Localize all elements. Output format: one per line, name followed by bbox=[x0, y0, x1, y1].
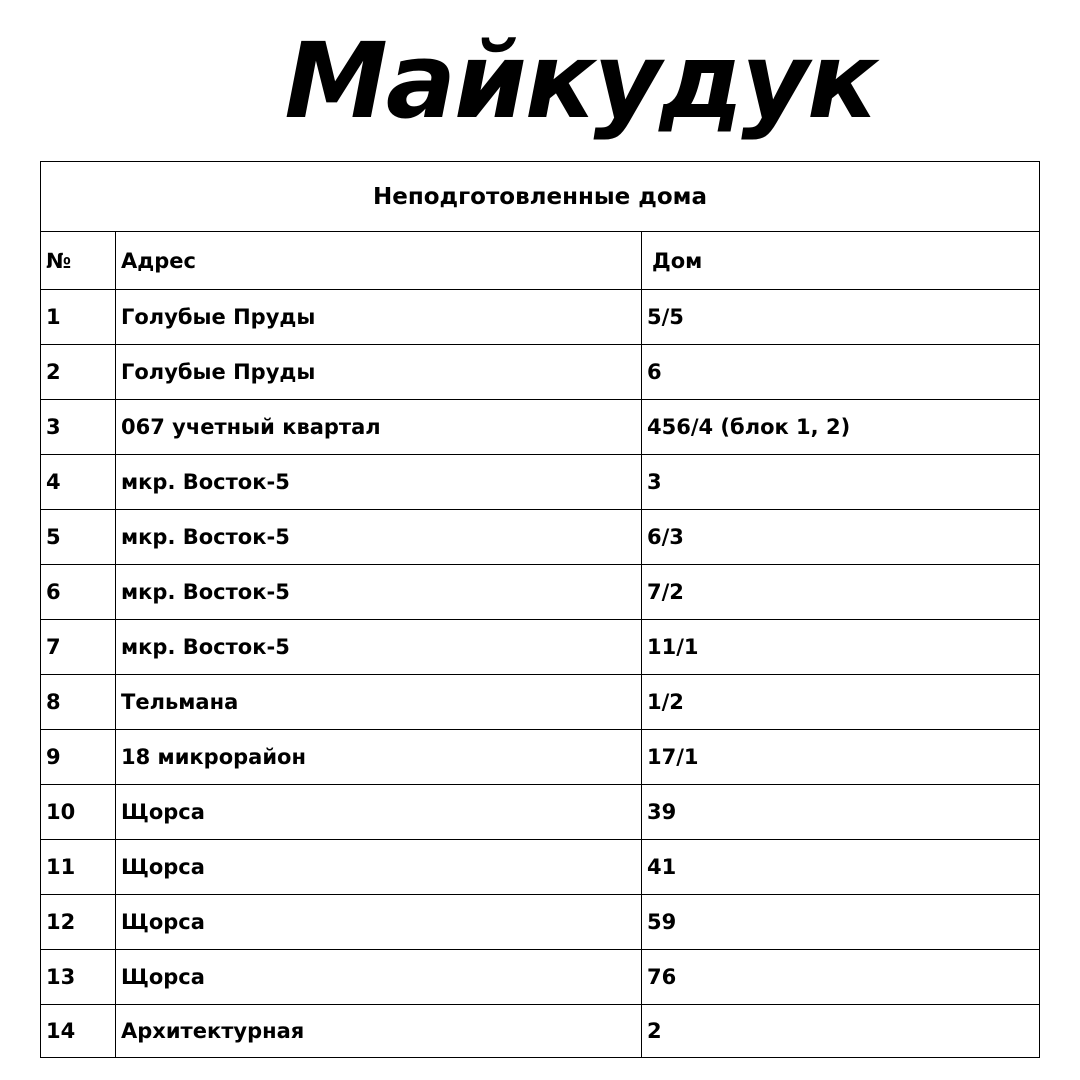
row-house: 7/2 bbox=[647, 580, 684, 604]
row-num: 6 bbox=[46, 580, 61, 604]
row-num: 9 bbox=[46, 745, 61, 769]
row-house: 6/3 bbox=[647, 525, 684, 549]
row-num: 12 bbox=[46, 910, 76, 934]
table-row bbox=[41, 950, 1039, 1005]
header-num: № bbox=[46, 248, 72, 273]
table-row bbox=[41, 730, 1039, 785]
header-house: Дом bbox=[652, 248, 703, 273]
row-address: Щорса bbox=[121, 910, 205, 934]
row-num: 13 bbox=[46, 965, 76, 989]
row-address: 18 микрорайон bbox=[121, 745, 306, 769]
table-row bbox=[41, 400, 1039, 455]
houses-table bbox=[40, 161, 1040, 1058]
row-num: 7 bbox=[46, 635, 61, 659]
row-num: 4 bbox=[46, 470, 61, 494]
row-house: 59 bbox=[647, 910, 677, 934]
table-row bbox=[41, 785, 1039, 840]
row-num: 8 bbox=[46, 690, 61, 714]
row-house: 6 bbox=[647, 360, 662, 384]
row-num: 14 bbox=[46, 1019, 76, 1043]
row-address: 067 учетный квартал bbox=[121, 415, 381, 439]
table-row bbox=[41, 455, 1039, 510]
table-row bbox=[41, 840, 1039, 895]
row-house: 2 bbox=[647, 1019, 662, 1043]
row-address: Голубые Пруды bbox=[121, 305, 316, 329]
table-row bbox=[41, 620, 1039, 675]
row-address: Щорса bbox=[121, 855, 205, 879]
row-address: Щорса bbox=[121, 965, 205, 989]
row-house: 11/1 bbox=[647, 635, 699, 659]
row-house: 41 bbox=[647, 855, 677, 879]
row-address: мкр. Восток-5 bbox=[121, 635, 290, 659]
header-address: Адрес bbox=[121, 248, 196, 273]
row-num: 5 bbox=[46, 525, 61, 549]
row-address: мкр. Восток-5 bbox=[121, 470, 290, 494]
row-num: 11 bbox=[46, 855, 76, 879]
table-row bbox=[41, 895, 1039, 950]
table-header-row bbox=[41, 232, 1039, 290]
row-num: 10 bbox=[46, 800, 76, 824]
row-address: Тельмана bbox=[121, 690, 239, 714]
row-house: 17/1 bbox=[647, 745, 699, 769]
row-num: 3 bbox=[46, 415, 61, 439]
table-caption: Неподготовленные дома bbox=[41, 162, 1039, 232]
row-address: Архитектурная bbox=[121, 1019, 305, 1043]
table-row bbox=[41, 345, 1039, 400]
row-house: 39 bbox=[647, 800, 677, 824]
page-title: Майкудук bbox=[284, 20, 876, 142]
table-row bbox=[41, 675, 1039, 730]
row-house: 456/4 (блок 1, 2) bbox=[647, 415, 851, 439]
row-address: мкр. Восток-5 bbox=[121, 525, 290, 549]
table-row bbox=[41, 510, 1039, 565]
row-num: 2 bbox=[46, 360, 61, 384]
row-house: 3 bbox=[647, 470, 662, 494]
row-house: 5/5 bbox=[647, 305, 684, 329]
table-row bbox=[41, 565, 1039, 620]
table-row bbox=[41, 1005, 1039, 1057]
row-house: 1/2 bbox=[647, 690, 684, 714]
row-address: Голубые Пруды bbox=[121, 360, 316, 384]
row-num: 1 bbox=[46, 305, 61, 329]
row-house: 76 bbox=[647, 965, 677, 989]
table-row bbox=[41, 290, 1039, 345]
row-address: Щорса bbox=[121, 800, 205, 824]
row-address: мкр. Восток-5 bbox=[121, 580, 290, 604]
